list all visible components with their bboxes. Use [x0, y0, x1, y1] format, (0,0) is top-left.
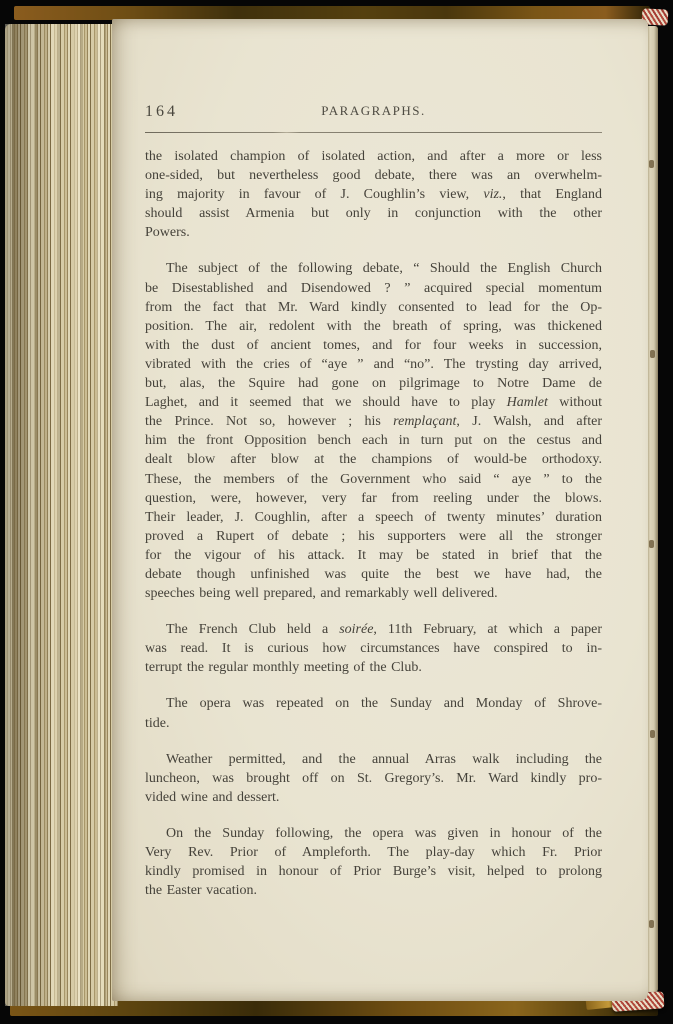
text-line: tide.	[145, 715, 170, 731]
text-line: him the front Opposition bench each in turn put on the cestus and	[145, 433, 602, 449]
text-line: vibrated with the cries of “aye ” and “no”. The trysting day arrived,	[145, 356, 602, 372]
text-line: from the fact that Mr. Ward kindly consented to lead for the Op-	[145, 299, 602, 315]
text-line: question, were, however, very far from reeling under the blows.	[145, 490, 602, 506]
fore-edge-mark	[650, 730, 655, 738]
text-line: Powers.	[145, 225, 190, 241]
text-line: be Disestablished and Disendowed ? ” acquired special momentum	[145, 280, 602, 296]
text-line: Their leader, J. Coughlin, after a speech of twenty minutes’ duration	[145, 509, 602, 525]
text-line: kindly promised in honour of Prior Burge’s visit, helped to prolong	[145, 864, 602, 880]
text-line: proved a Rupert of debate ; his supporters were all the stronger	[145, 528, 602, 544]
running-title: PARAGRAPHS.	[321, 103, 426, 118]
text-line: speeches being well prepared, and remarkably well delivered.	[145, 586, 498, 602]
text-line: ing majority in favour of J. Coughlin’s view, viz., that England	[145, 187, 602, 203]
fore-edge-mark	[650, 350, 655, 358]
book-binding-page-stack	[5, 24, 118, 1006]
text-line: the isolated champion of isolated action, and after a more or less	[145, 149, 602, 164]
paragraph	[145, 259, 602, 603]
paragraph	[145, 694, 602, 732]
text-line: On the Sunday following, the opera was given in honour of the	[166, 825, 602, 841]
text-line: Weather permitted, and the annual Arras walk including the	[166, 751, 602, 767]
header-rule	[145, 132, 602, 133]
text-line: for the vigour of his attack. It may be stated in brief that the	[145, 547, 602, 563]
fore-edge-mark	[649, 920, 654, 928]
paragraph	[145, 147, 602, 242]
printed-text-area	[145, 103, 602, 900]
text-line: Laghet, and it seemed that we should have to play Hamlet without	[145, 395, 602, 411]
text-line: vided wine and dessert.	[145, 789, 280, 805]
book-cover-edge-top	[14, 6, 650, 20]
text-line: one-sided, but nevertheless good debate, there was an overwhelm-	[145, 168, 602, 184]
text-line: The French Club held a soirée, 11th February, at which a paper	[166, 622, 602, 638]
page-number: 164	[145, 103, 178, 120]
text-line: Very Rev. Prior of Ampleforth. The play-day which Fr. Prior	[145, 845, 602, 860]
text-line: The opera was repeated on the Sunday and Monday of Shrove-	[166, 696, 602, 712]
text-line: was read. It is curious how circumstances have conspired to in-	[145, 641, 602, 657]
text-line: the Prince. Not so, however ; his remplaçant, J. Walsh, and after	[145, 414, 602, 430]
text-block	[145, 147, 602, 900]
facing-page-fore-edge	[648, 26, 658, 992]
fore-edge-mark	[649, 540, 654, 548]
text-line: should assist Armenia but only in conjunction with the other	[145, 206, 602, 222]
text-line: The subject of the following debate, “ Should the English Church	[166, 261, 602, 277]
paragraph	[145, 750, 602, 807]
text-line: but, alas, the Squire had gone on pilgrimage to Notre Dame de	[145, 376, 602, 392]
paragraph	[145, 620, 602, 677]
book-page	[112, 19, 648, 1001]
text-line: luncheon, was brought off on St. Gregory’s. Mr. Ward kindly pro-	[145, 770, 602, 786]
text-line: terrupt the regular monthly meeting of the Club.	[145, 660, 422, 676]
text-line: These, the members of the Government who said “ aye ” to the	[145, 471, 602, 487]
fore-edge-mark	[649, 160, 654, 168]
text-line: dealt blow after blow at the champions of would-be orthodoxy.	[145, 452, 602, 468]
text-line: with the dust of ancient tomes, and for four weeks in succession,	[145, 337, 602, 353]
text-line: debate though unfinished was quite the best we have had, the	[145, 566, 602, 582]
text-line: the Easter vacation.	[145, 883, 258, 899]
page-header	[145, 103, 602, 123]
paragraph	[145, 824, 602, 900]
text-line: position. The air, redolent with the breath of spring, was thickened	[145, 318, 602, 334]
